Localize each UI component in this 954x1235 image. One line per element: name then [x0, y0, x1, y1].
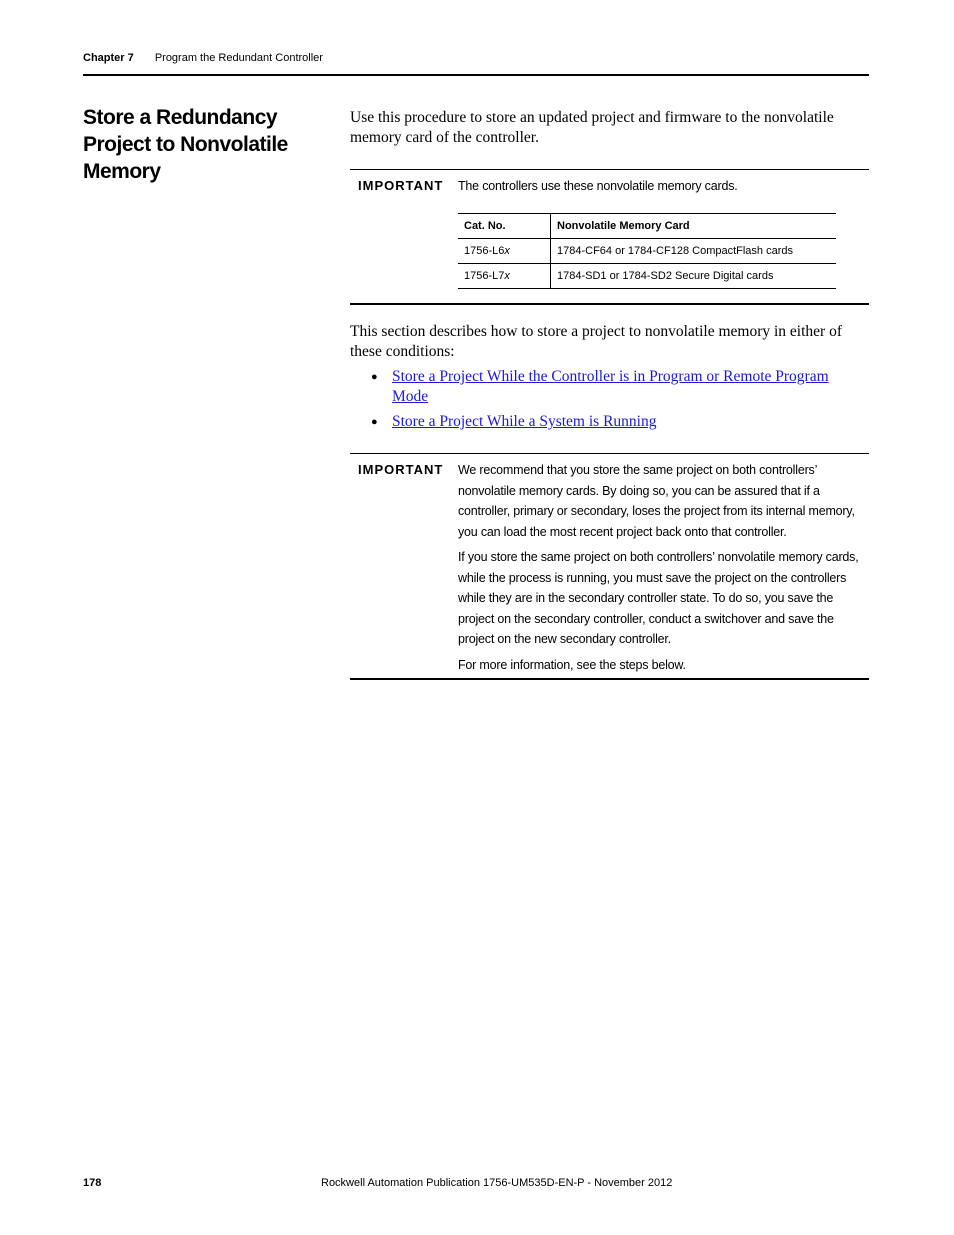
chapter-title: Program the Redundant Controller [154, 52, 323, 64]
condition-link-list [370, 367, 865, 437]
table-header-row [458, 214, 836, 239]
important-label: IMPORTANT [358, 178, 444, 193]
page-number: 178 [83, 1177, 102, 1189]
table-cell-cat: 1756-L6x [458, 239, 551, 264]
important-paragraph: We recommend that you store the same project on both controllers’ nonvolatile memory cards. By doing so, you can be assured that if a controller, primary or secondary, loses the project from its internal memory, you can load the most recent project back onto that controller. [458, 463, 855, 539]
important-text: The controllers use these nonvolatile memory cards. [458, 179, 738, 193]
table-header-card: Nonvolatile Memory Card [551, 214, 837, 239]
section-title: Store a Redundancy Project to Nonvolatile Memory [83, 106, 288, 183]
conditions-paragraph: This section describes how to store a project to nonvolatile memory in either of these conditions: [350, 323, 842, 360]
table-cell-card: 1784-CF64 or 1784-CF128 CompactFlash cards [551, 239, 837, 264]
important-box-cards [350, 169, 869, 305]
important-box-recommendation [350, 453, 869, 680]
chapter-label: Chapter 7 [83, 52, 134, 64]
important-label: IMPORTANT [358, 462, 444, 477]
link-store-system-running[interactable]: Store a Project While a System is Running [392, 413, 657, 430]
intro-paragraph: Use this procedure to store an updated project and firmware to the nonvolatile memory card of the controller. [350, 109, 834, 146]
table-row [458, 264, 836, 289]
important-paragraph: For more information, see the steps below. [458, 657, 686, 672]
header-rule [83, 74, 869, 76]
bullet-icon: ● [371, 371, 378, 383]
publication-info: Rockwell Automation Publication 1756-UM535D-EN-P - November 2012 [321, 1177, 673, 1189]
table-row [458, 239, 836, 264]
table-cell-card: 1784-SD1 or 1784-SD2 Secure Digital cards [551, 264, 837, 289]
important-paragraph: If you store the same project on both controllers’ nonvolatile memory cards, while the process is running, you must save the project on the controllers while they are in the secondary controller state. To do so, you save the project on the secondary controller, conduct a switchover and save the project on the new secondary controller. [458, 550, 859, 646]
memory-card-table [458, 213, 836, 289]
list-item [370, 412, 865, 432]
list-item [370, 367, 865, 407]
bullet-icon: ● [371, 416, 378, 428]
important-text [458, 460, 868, 680]
link-store-program-mode[interactable]: Store a Project While the Controller is in Program or Remote Program Mode [392, 368, 829, 405]
table-cell-cat: 1756-L7x [458, 264, 551, 289]
page-header [83, 52, 323, 64]
table-header-cat: Cat. No. [458, 214, 551, 239]
